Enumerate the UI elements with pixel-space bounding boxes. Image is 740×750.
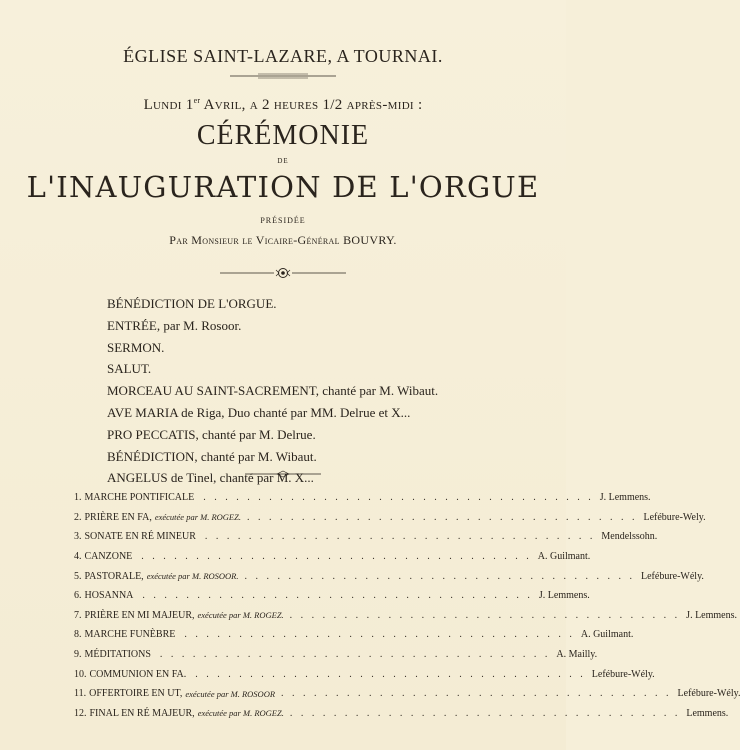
music-composer: J. Lemmens. <box>538 590 590 602</box>
leader-dots: . . . . . . . . . . . . . . . . . . . . . . . . . . . . . . . . . . . . <box>184 629 575 641</box>
music-number: 2. <box>74 511 82 523</box>
music-composer: A. Guilmant. <box>537 551 591 563</box>
ceremony-item: SERMON. <box>107 339 165 355</box>
music-performer: exécutée par M. ROGEZ. <box>197 708 284 719</box>
music-title: PRIÈRE EN FA, <box>84 511 152 523</box>
leader-dots: . . . . . . . . . . . . . . . . . . . . . . . . . . . . . . . . . . . . <box>289 609 681 621</box>
music-title: OFFERTOIRE EN UT, <box>89 688 183 700</box>
music-number: 5. <box>74 570 82 582</box>
music-composer: J. Lemmens. <box>599 492 651 504</box>
music-row <box>74 488 651 508</box>
leader-dots: . . . . . . . . . . . . . . . . . . . . . . . . . . . . . . . . . . . . <box>281 688 672 700</box>
music-performer: exécutée par M. ROSOOR <box>185 688 276 699</box>
music-row <box>74 586 590 606</box>
leader-dots: . . . . . . . . . . . . . . . . . . . . . . . . . . . . . . . . . . . . <box>244 570 635 582</box>
music-composer: J. Lemmens. <box>686 609 737 621</box>
leader-dots: . . . . . . . . . . . . . . . . . . . . . . . . . . . . . . . . . . . . <box>246 511 638 523</box>
music-performer: exécutée par M. ROSOOR. <box>146 571 239 582</box>
music-number: 6. <box>74 590 82 602</box>
music-number: 1. <box>74 492 82 504</box>
music-number: 4. <box>74 551 82 563</box>
ornament-rule-bottom <box>243 467 323 481</box>
music-composer: Mendelssohn. <box>601 531 658 543</box>
music-composer: Lefébure-Wély. <box>591 668 655 680</box>
music-row <box>74 645 598 665</box>
ceremony-item: MORCEAU AU SAINT-SACREMENT, chanté par M. Wibaut. <box>107 383 439 399</box>
title-inauguration: L'INAUGURATION DE L'ORGUE <box>26 170 540 204</box>
music-number: 11. <box>74 688 87 700</box>
music-number: 12. <box>74 707 87 719</box>
leader-dots: . . . . . . . . . . . . . . . . . . . . . . . . . . . . . . . . . . . . <box>204 531 596 543</box>
leader-dots: . . . . . . . . . . . . . . . . . . . . . . . . . . . . . . . . . . . . <box>142 590 533 602</box>
music-row <box>74 547 591 567</box>
music-title: COMMUNION EN FA. <box>89 668 187 680</box>
music-composer: Lemmens. <box>686 707 729 719</box>
music-row <box>74 684 740 704</box>
music-title: MARCHE FUNÈBRE <box>84 629 176 641</box>
ceremony-item: ENTRÉE, par M. Rosoor. <box>107 317 242 333</box>
leader-dots: . . . . . . . . . . . . . . . . . . . . . . . . . . . . . . . . . . . . <box>195 668 586 680</box>
music-title: MÉDITATIONS <box>84 649 151 661</box>
leader-dots: . . . . . . . . . . . . . . . . . . . . . . . . . . . . . . . . . . . . <box>289 707 681 719</box>
date-rest: Avril, a 2 heures 1/2 après-midi : <box>200 97 423 113</box>
ceremony-item: BÉNÉDICTION DE L'ORGUE. <box>107 296 277 311</box>
title-ceremonie: CÉRÉMONIE <box>196 120 370 151</box>
music-performer: exécutée par M. ROGEZ. <box>154 512 241 523</box>
music-title: PRIÈRE EN MI MAJEUR, <box>84 609 195 621</box>
music-number: 3. <box>74 531 82 543</box>
ceremony-item: ANGELUS de Tinel, chanté par M. X... <box>107 470 314 486</box>
ceremony-item: SALUT. <box>107 361 152 377</box>
music-number: 8. <box>74 629 82 641</box>
ornament-rule-middle <box>218 266 348 280</box>
music-title: PASTORALE, <box>84 570 144 582</box>
presided-by: Par Monsieur le Vicaire-Général BOUVRY. <box>169 233 397 247</box>
music-row <box>74 527 658 547</box>
music-title: SONATE EN RÉ MINEUR <box>84 531 196 543</box>
ceremony-item: AVE MARIA de Riga, Duo chanté par MM. Delrue et X... <box>107 404 411 420</box>
music-composer: Lefébure-Wély. <box>641 570 704 582</box>
music-composer: Lefébure-Wely. <box>643 511 706 523</box>
music-composer: A. Guilmant. <box>580 629 634 641</box>
music-title: CANZONE <box>84 551 133 563</box>
music-title: FINAL EN RÉ MAJEUR, <box>89 707 195 719</box>
music-composer: A. Mailly. <box>556 649 598 661</box>
music-row <box>74 664 655 684</box>
title-de: DE <box>277 157 289 165</box>
ornament-rule-top <box>228 69 338 83</box>
date-prefix: Lundi 1 <box>143 97 194 113</box>
music-number: 7. <box>74 609 82 621</box>
music-composer: Lefébure-Wély. <box>677 688 740 700</box>
leader-dots: . . . . . . . . . . . . . . . . . . . . . . . . . . . . . . . . . . . . <box>141 551 532 563</box>
event-date <box>0 96 566 114</box>
music-row <box>74 508 706 528</box>
music-title: MARCHE PONTIFICALE <box>84 492 195 504</box>
music-row <box>74 566 704 586</box>
music-number: 9. <box>74 649 82 661</box>
ceremony-item: PRO PECCATIS, chanté par M. Delrue. <box>107 426 316 442</box>
music-number: 10. <box>74 668 87 680</box>
leader-dots: . . . . . . . . . . . . . . . . . . . . . . . . . . . . . . . . . . . . <box>159 649 551 661</box>
date-superscript: er <box>193 96 201 105</box>
church-name: ÉGLISE SAINT-LAZARE, A TOURNAI. <box>123 46 443 66</box>
ceremony-item: BÉNÉDICTION, chanté par M. Wibaut. <box>107 448 317 464</box>
music-row <box>74 704 729 724</box>
music-row <box>74 625 634 645</box>
leader-dots: . . . . . . . . . . . . . . . . . . . . . . . . . . . . . . . . . . . . <box>203 492 594 504</box>
music-title: HOSANNA <box>84 590 134 602</box>
music-performer: exécutée par M. ROGEZ. <box>197 610 284 621</box>
music-program <box>74 488 740 723</box>
music-row <box>74 606 737 626</box>
presidee-label: PRÉSIDÉE <box>260 216 306 225</box>
ceremony-list <box>107 293 527 489</box>
